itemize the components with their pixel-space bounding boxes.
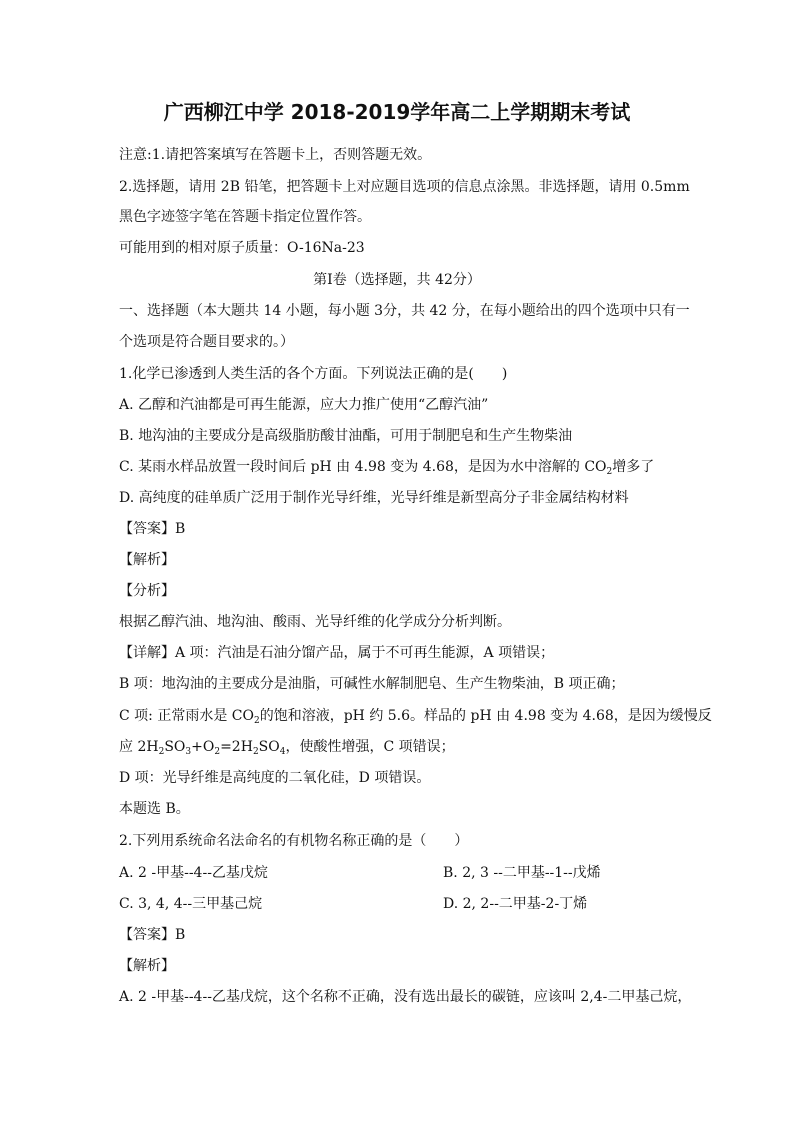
question-1-option-a: A. 乙醇和汽油都是可再生能源，应大力推广使用“乙醇汽油”	[119, 397, 489, 413]
question-1-detail-b: B 项：地沟油的主要成分是油脂，可碱性水解制肥皂、生产生物柴油，B 项正确；	[119, 676, 625, 692]
question-2-option-d: D. 2, 2--二甲基-2-丁烯	[443, 896, 588, 912]
question-2-stem: 2.下列用系统命名法命名的有机物名称正确的是（ ）	[119, 833, 469, 849]
question-1-detail-d: D 项：光导纤维是高纯度的二氧化硅，D 项错误。	[119, 770, 431, 786]
question-2-option-b: B. 2, 3 --二甲基--1--戊烯	[443, 865, 601, 881]
question-1-fenxi-text: 根据乙醇汽油、地沟油、酸雨、光导纤维的化学成分分析判断。	[119, 614, 511, 630]
question-1-option-b: B. 地沟油的主要成分是高级脂肪酸甘油酯，可用于制肥皂和生产生物柴油	[119, 428, 573, 444]
note-1: 注意:1.请把答案填写在答题卡上，否则答题无效。	[119, 147, 432, 163]
atomic-mass-note: 可能用到的相对原子质量：O-16Na-23	[119, 240, 365, 256]
question-2-analysis-a: A. 2 -甲基--4--乙基戊烷，这个名称不正确，没有选出最长的碳链，应该叫 2,4-二甲基己烷，	[119, 989, 692, 1005]
question-1-conclusion: 本题选 B。	[119, 801, 190, 817]
note-2-line-2: 黑色字迹签字笔在答题卡指定位置作答。	[119, 209, 371, 225]
question-2-answer: 【答案】B	[119, 927, 186, 943]
part-instructions-line-1: 一、选择题（本大题共 14 小题，每小题 3分，共 42 分，在每小题给出的四个选项中只有一	[119, 303, 690, 319]
section-heading: 第Ⅰ卷（选择题，共 42分）	[313, 272, 481, 288]
question-2-jiexi-label: 【解析】	[119, 958, 175, 974]
question-1-jiexi-label: 【解析】	[119, 552, 175, 568]
question-1-answer: 【答案】B	[119, 521, 186, 537]
exam-title: 广西柳江中学 2018-2019学年高二上学期期末考试	[163, 100, 631, 124]
question-1-detail-a: 【详解】A 项：汽油是石油分馏产品，属于不可再生能源，A 项错误；	[119, 645, 555, 661]
question-1-fenxi-label: 【分析】	[119, 583, 175, 599]
note-2-line-1: 2.选择题，请用 2B 铅笔，把答题卡上对应题目选项的信息点涂黑。非选择题，请用 0.5mm	[119, 179, 690, 195]
question-1-option-d: D. 高纯度的硅单质广泛用于制作光导纤维，光导纤维是新型高分子非金属结构材料	[119, 490, 629, 506]
question-1-detail-c-line-1: C 项: 正常雨水是 $CO_2$的饱和溶液，pH 约 5.6。样品的 pH 由 4.98 变为 4.68，是因为缓慢反	[119, 708, 712, 726]
question-1-option-c: C. 某雨水样品放置一段时间后 pH 由 4.98 变为 4.68，是因为水中溶解的 $CO_2$增多了	[119, 459, 655, 477]
part-instructions-line-2: 个选项是符合题目要求的。）	[119, 334, 294, 350]
question-1-detail-c-line-2: 应 $2H_2SO_3+O_2=2H_2SO_4$，使酸性增强，C 项错误；	[119, 739, 455, 757]
question-1-stem: 1.化学已渗透到人类生活的各个方面。下列说法正确的是( )	[119, 366, 508, 382]
question-2-option-a: A. 2 -甲基--4--乙基戊烷	[119, 865, 268, 881]
question-2-option-c: C. 3, 4, 4--三甲基己烷	[119, 896, 263, 912]
